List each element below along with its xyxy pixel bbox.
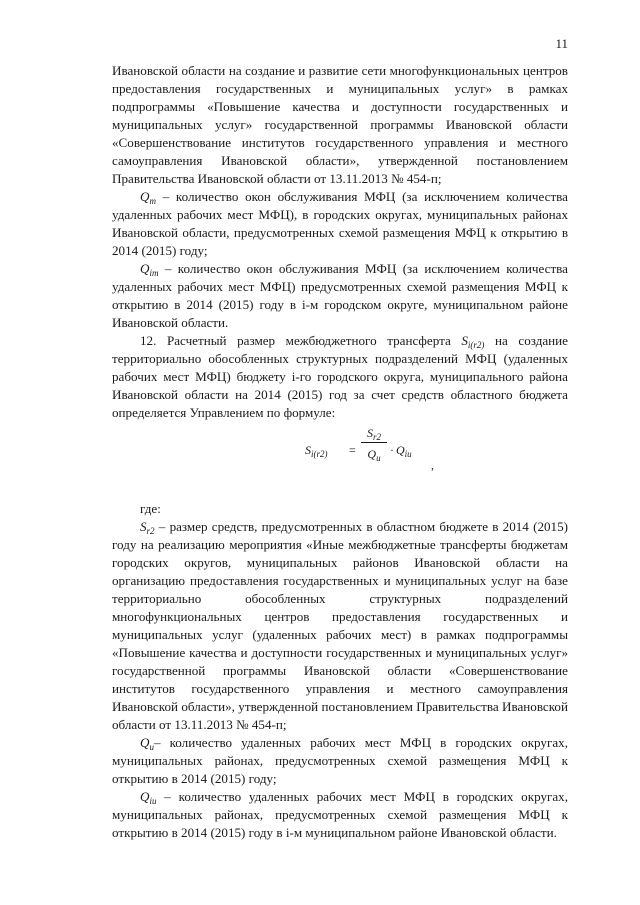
definition-sr2: [112, 518, 568, 734]
definition-text: – количество окон обслуживания МФЦ (за исключением количества удаленных рабочих мест МФЦ), в городских округах, муниципальных районах Ивановской области, предусмотренных схемой размещения МФЦ к открытию в 2014 (2015) году;: [112, 189, 568, 258]
item-12-text-before: 12. Расчетный размер межбюджетного трансферта: [140, 333, 462, 348]
variable-q: Q: [140, 261, 150, 276]
formula-equals: =: [349, 443, 356, 457]
fraction-numerator: $S_{r2}$: [366, 426, 381, 442]
page-number: 11: [555, 36, 568, 51]
definition-qiu: [112, 788, 568, 842]
subscript-u: u: [149, 742, 154, 752]
paragraph-intro: Ивановской области на создание и развитие сети многофункциональных центров предоставления государственных и муниципальных услуг» в рамках подпрограммы «Повышение качества и доступности государственных и муниципальных услуг» государственной программы Ивановской области «Совершенствование институтов государственного управления и местного самоуправления Ивановской области», утвержденной постановлением Правительства Ивановской области от 13.11.2013 № 454-п;: [112, 63, 568, 186]
item-12-text-after: на создание территориально обособленных структурных подразделений МФЦ (удаленных рабочих мест МФЦ) бюджету i-го городского округа, муниципального района Ивановской области на 2014 (2015) год за счет средств областного бюджета определяется Управлением по формуле:: [112, 333, 568, 420]
item-12: [112, 332, 568, 422]
formula-block: [112, 422, 568, 500]
subscript-r2: r2: [146, 526, 155, 536]
variable-q: Q: [140, 735, 150, 750]
formula-multiply: ·: [390, 443, 394, 457]
subscript-ir2: i(r2): [467, 340, 485, 350]
formula-comma: ,: [431, 458, 434, 472]
definition-text: – количество окон обслуживания МФЦ (за исключением количества удаленных рабочих мест МФЦ) предусмотренных схемой размещения МФЦ к открытию в 2014 (2015) году в i-м городском округе, муниципальном районе Ивановской области.: [112, 261, 568, 330]
subscript-im: im: [149, 268, 159, 278]
definition-text: – количество удаленных рабочих мест МФЦ в городских округах, муниципальных районах, предусмотренных схемой размещения МФЦ к открытию в 2014 (2015) году в i-м муниципальном районе Ивановской области.: [112, 789, 568, 840]
fraction-bar: [361, 442, 387, 443]
formula-lhs: $S_{i(r2)}$: [305, 443, 328, 459]
variable-q: Q: [140, 189, 150, 204]
subscript-iu: iu: [149, 796, 157, 806]
definition-text: – размер средств, предусмотренных в областном бюджете в 2014 (2015) году на реализацию мероприятия «Иные межбюджетные трансферты бюджетам городских округов, муниципальных районов Ивановской области на организацию предоставления государственных и муниципальных услуг на базе территориально обособленных структурных подразделений многофункциональных центров предоставления государственных и муниципальных услуг (удаленных рабочих мест) в рамках подпрограммы «Повышение качества и доступности государственных и муниципальных услуг» государственной программы Ивановской области «Совершенствование институтов государственного управления и местного самоуправления Ивановской области», утвержденной постановлением Правительства Ивановской области от 13.11.2013 № 454-п;: [112, 519, 568, 732]
document-body: [112, 62, 568, 842]
variable-q: Q: [140, 789, 150, 804]
formula-fraction: [361, 424, 387, 463]
variable-s: S: [140, 519, 147, 534]
definition-qim: [112, 260, 568, 332]
where-label: где:: [140, 501, 161, 516]
definition-text: – количество удаленных рабочих мест МФЦ в городских округах, муниципальных районах, предусмотренных схемой размещения МФЦ к открытию в 2014 (2015) году;: [112, 735, 568, 786]
fraction-denominator: $Q_u$: [367, 447, 381, 463]
variable-s: S: [461, 333, 468, 348]
definition-qm: [112, 188, 568, 260]
definition-qu: [112, 734, 568, 788]
subscript-m: m: [149, 196, 156, 206]
formula-rhs: $Q_{iu}$: [396, 443, 412, 459]
